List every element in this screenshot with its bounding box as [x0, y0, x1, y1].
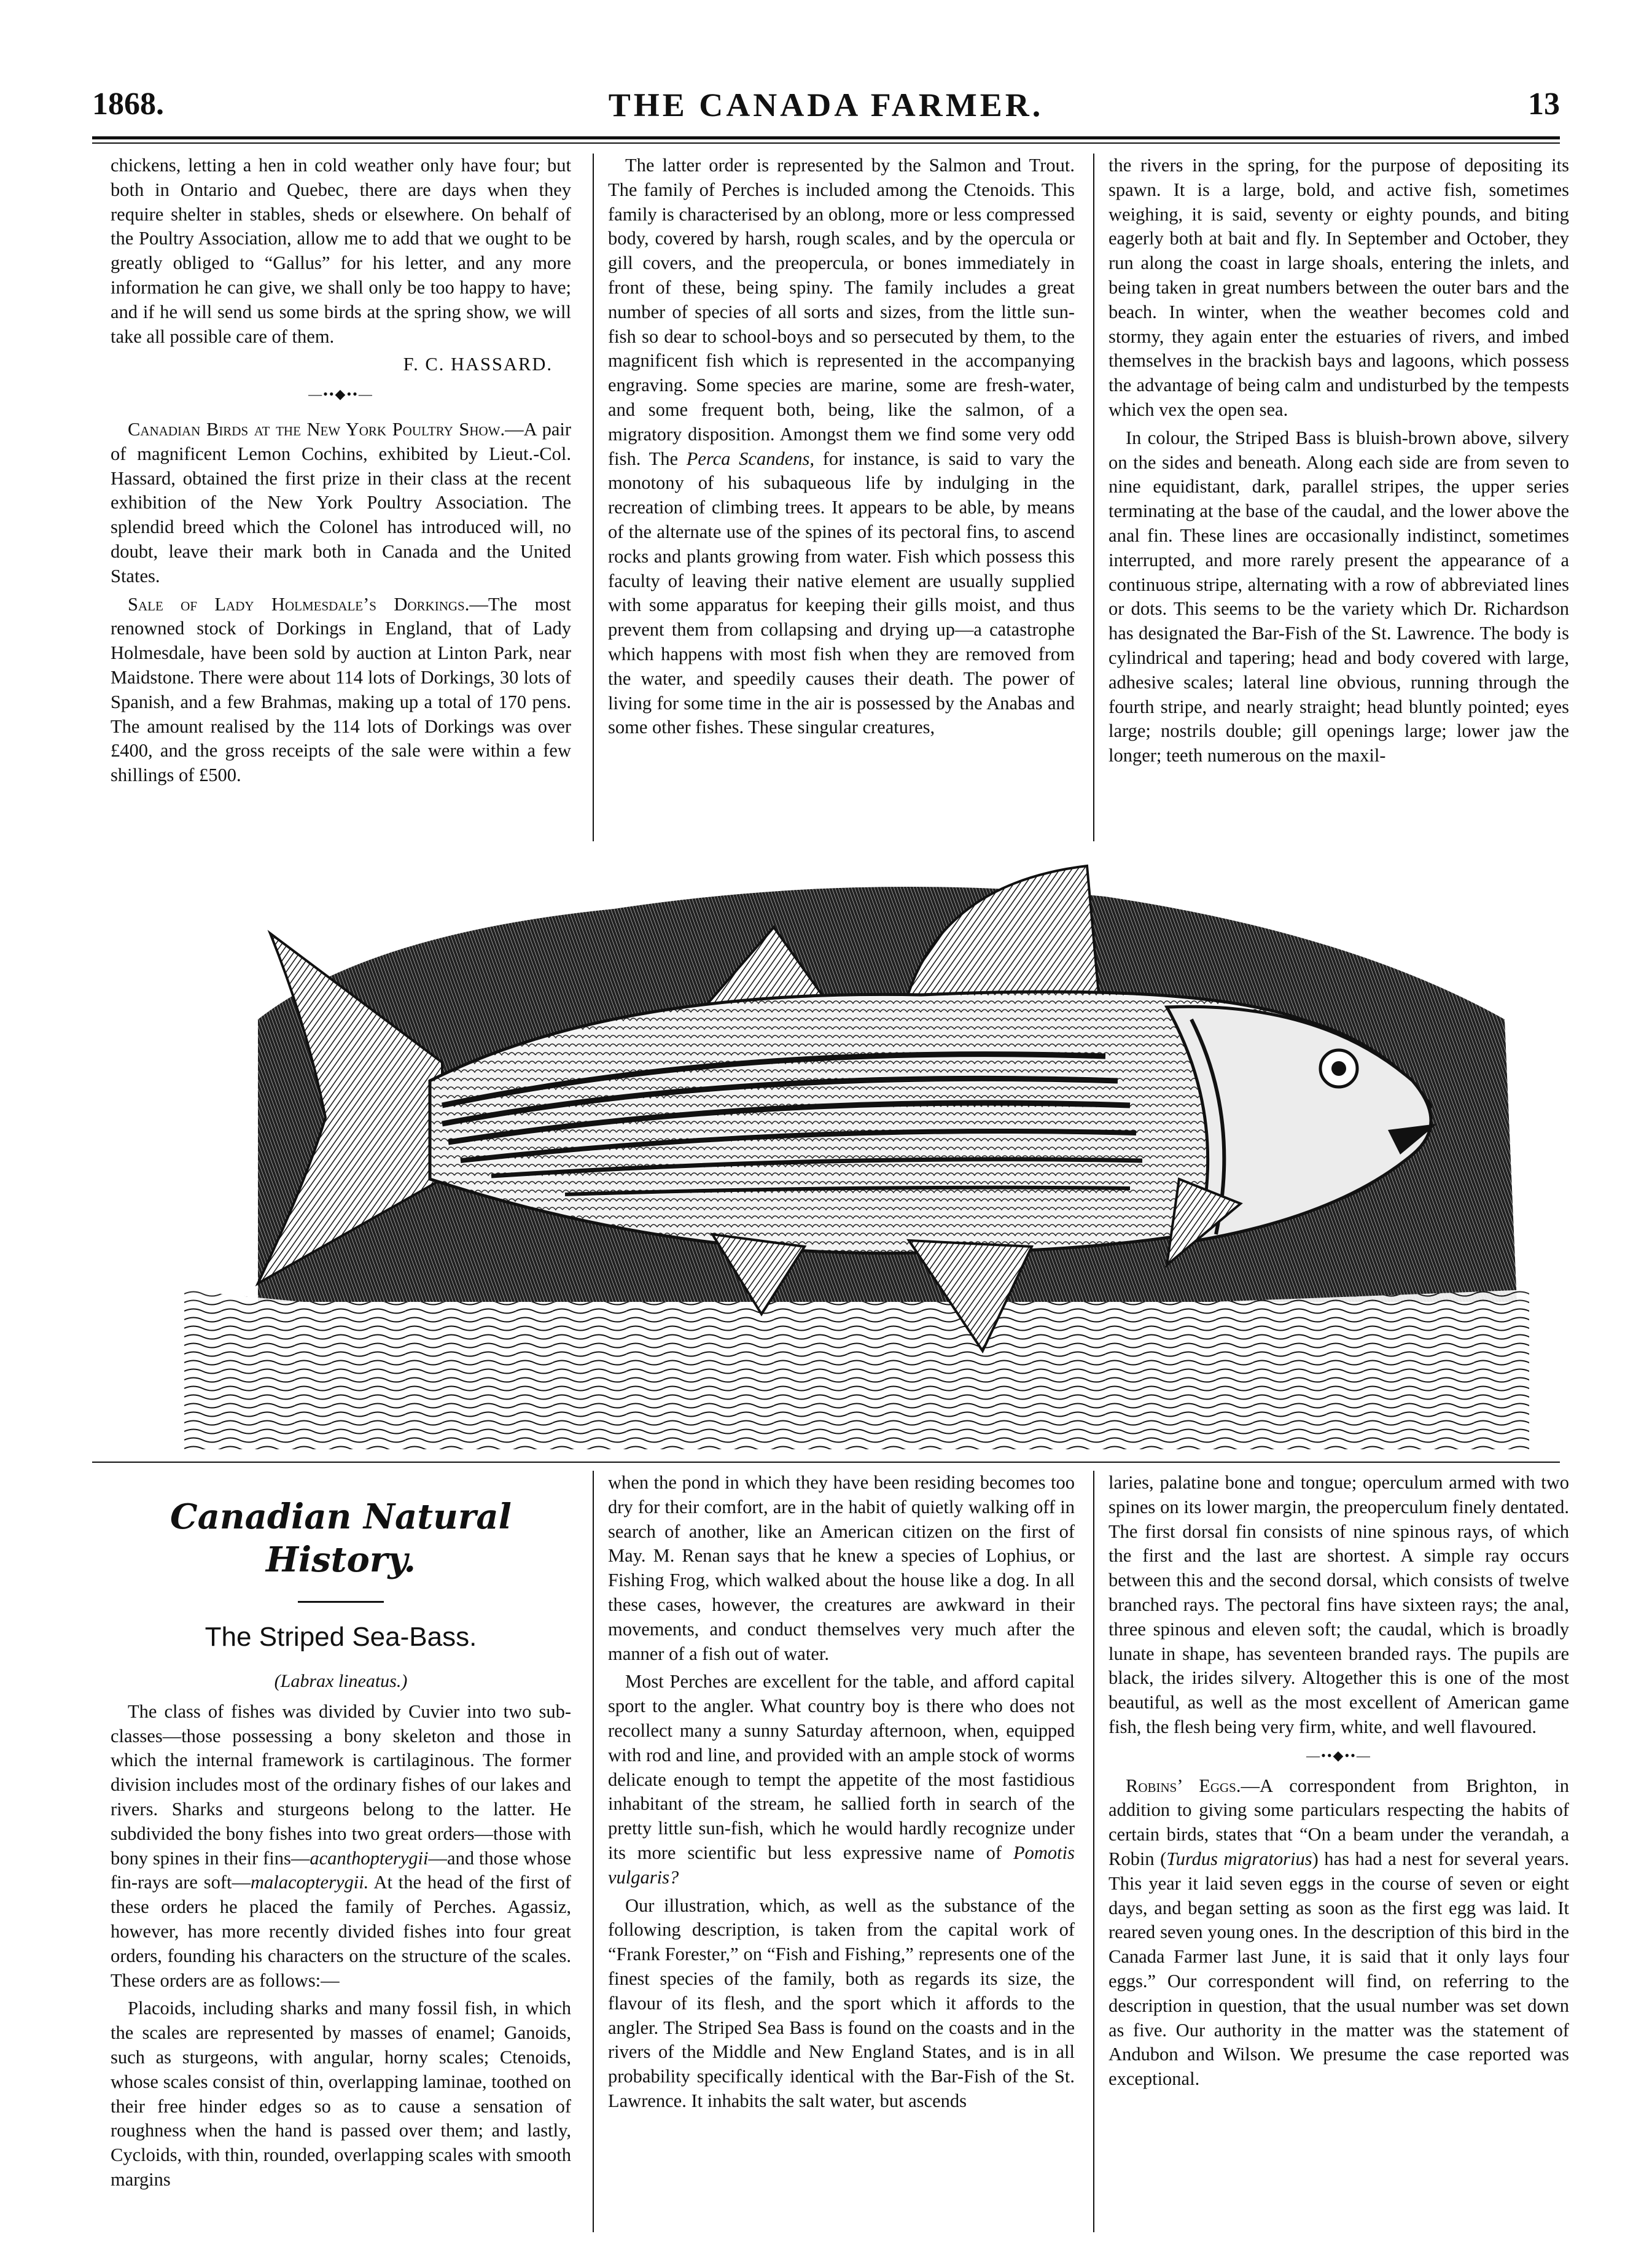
striped-bass-engraving: [184, 860, 1529, 1449]
text-run: ) has had a nest for several years. This year it laid seven eggs in the course of seven or eight days, and began setting as soon as the first egg was laid. It reared seven young ones. In the description of this bird in the Canada Farmer last June, it is said that it only lays four eggs.” Our correspondent will find, on referring to the description in question, that the usual number was set down as five. Our authority in the matter was the statement of Andubon and Wilson. We presume the case reported was exceptional.: [1108, 1848, 1569, 2090]
header-page-number: 13: [1528, 87, 1560, 122]
heading-rule: [298, 1601, 384, 1603]
article-paragraph: [608, 1670, 1075, 1890]
masthead: [92, 86, 1560, 129]
fish-illustration: [184, 860, 1529, 1449]
article-paragraph: [608, 154, 1075, 740]
news-item-body: —A pair of magnificent Lemon Cochins, exhibited by Lieut.-Col. Hassard, obtained the first prize in their class at the recent exhibition of the New York Poultry Association. The splendid breed which the Colonel has introduced will, no doubt, leave their mark both in Canada and the United States.: [111, 418, 572, 586]
article-paragraph: the rivers in the spring, for the purpose of depositing its spawn. It is a large, bold, and active fish, sometimes weighing, it is said, seventy or eighty pounds, and biting eagerly both at bait and fly. In September and October, they run along the coast in large shoals, entering the inlets, and being taken in great numbers between the outer bars and the beach. In winter, when the weather becomes cold and stormy, they again enter the estuaries of rivers, and imbed themselves in the brackish bays and lagoons, which possess the advantage of being calm and undisturbed by the tempests which vex the open sea.: [1108, 155, 1569, 420]
italic-term: malacopterygii.: [251, 1872, 369, 1893]
news-item-heading: Robins’ Eggs.: [1126, 1775, 1241, 1796]
news-item-heading: Sale of Lady Holmesdale’s Dorkings.: [128, 593, 470, 615]
column-rule: [1093, 154, 1094, 841]
article-paragraph: Placoids, including sharks and many fossil fish, in which the scales are represented by masses of enamel; Ganoids, such as sturgeons, with angular, horny scales; Ctenoids, whose scales consist of thin, overlapping laminae, toothed on their free hinder edges so as to cause a sensation of roughness when the hand is passed over them; and lastly, Cycloids, with thin, rounded, overlapping scales with smooth margins: [111, 1998, 571, 2190]
ornament-divider: —••◆••—: [308, 386, 373, 402]
column-1-bottom: [111, 1471, 571, 2196]
column-rule: [593, 1471, 594, 2232]
header-year: 1868.: [92, 87, 164, 122]
text-run: for instance, is said to vary the monotony of his subaqueous life by indulging in the recreation of climbing trees. It appears to be able, by means of the alternate use of the spines of its pectoral fins, to ascend rocks and plants growing from water. Fish which possess this faculty of leaving their native element are usually supplied with some apparatus for keeping their gills moist, and thus prevent them from collapsing and drying up—a catastrophe which happens with most fish when they are removed from the water, and speedily causes their death. The power of living for some time in the air is possessed by the Anabas and some other fishes. These singular creatures,: [608, 448, 1075, 738]
signature: F. C. HASSARD.: [403, 354, 553, 375]
illustration-rule: [92, 1462, 1560, 1463]
italic-term: Perca Scandens,: [686, 448, 814, 469]
column-2-top: [608, 154, 1075, 744]
header-rule: [92, 136, 1560, 139]
latin-name: (Labrax lineatus.): [274, 1671, 408, 1691]
text-run: —and those whose fin-rays are soft—: [111, 1847, 571, 1893]
article-paragraph: In colour, the Striped Bass is bluish-brown above, silvery on the sides and beneath. Along each side are from seven to nine equidistant, dark, parallel stripes, the upper series terminating at the base of the caudal, and the lower above the anal fin. These lines are occasionally indistinct, sometimes interrupted, and more rarely present the appearance of a continuous stripe, alternating with a row of abbreviated lines or dots. This seems to be the variety which Dr. Richardson has designated the Bar-Fish of the St. Lawrence. The body is cylindrical and tapering; head and body covered with large, adhesive scales; lateral line obvious, running through the fourth stripe, and nearly straight; head bluntly pointed; eyes large; nostrils double; gill openings large; lower jaw the longer; teeth numerous on the maxil-: [1108, 427, 1569, 766]
header-title: THE CANADA FARMER.: [608, 87, 1044, 123]
article-paragraph: when the pond in which they have been residing becomes too dry for their comfort, are in the habit of quietly walking off in search of another, like an American citizen on the first of May. M. Renan says that he knew a species of Lophius, or Fishing Frog, which walked about the house like a dog. In all these cases, however, the creatures are awkward in their movements, and conduct themselves very much after the manner of a fish out of water.: [608, 1472, 1075, 1664]
column-rule: [593, 154, 594, 841]
article-paragraph: Our illustration, which, as well as the substance of the following description, is taken from the capital work of “Frank Forester,” on “Fish and Fishing,” represents one of the finest species of the family, both as regards its size, the flavour of its flesh, and the sport which it affords to the angler. The Striped Sea Bass is found on the coasts and in the rivers of the Middle and New England States, and is in all probability specifically identical with the Bar-Fish of the St. Lawrence. It inhabits the salt water, but ascends: [608, 1894, 1075, 2111]
italic-term: Pomotis vulgaris?: [608, 1842, 1075, 1888]
header-rule-thin: [92, 142, 1560, 144]
section-heading: Canadian Natural History.: [170, 1497, 512, 1580]
letter-paragraph: chickens, letting a hen in cold weather only have four; but both in Ontario and Quebec, there are days when they require shelter in stables, sheds or elsewhere. On behalf of the Poultry Association, allow me to add that we ought to be greatly obliged to “Gallus” for his letter, and any more information he can give, we shall only be too happy to have; and if he will send us some birds at the spring show, we will take all possible care of them.: [111, 155, 571, 347]
news-item-heading: Canadian Birds at the New York Poultry Show.: [128, 418, 505, 440]
text-run: Most Perches are excellent for the table, and afford capital sport to the angler. What country boy is there who does not recollect many a sunny Saturday afternoon, when, equipped with rod and line, and provided with an ample stock of worms delicate enough to tempt the appetite of the most fastidious inhabitant of the stream, he sallied forth in search of the pretty little sun-fish, which he would hardly recognize under its more scientific but less expressive name of: [608, 1671, 1075, 1863]
text-run: —A correspondent from Brighton, in addition to giving some particulars respecting the habits of certain birds, states that “On a beam under the verandah, a Robin (: [1108, 1775, 1569, 1869]
column-1-top: [111, 154, 571, 792]
column-3-bottom: [1108, 1471, 1569, 2095]
news-item-poultry-show: [111, 418, 571, 589]
news-item-robins-eggs: [1108, 1774, 1569, 2092]
article-title: The Striped Sea-Bass.: [205, 1622, 477, 1652]
italic-term: acanthopterygii: [310, 1847, 429, 1869]
italic-term: Turdus migratorius: [1166, 1848, 1312, 1869]
column-rule: [1093, 1471, 1094, 2232]
ornament-divider: —••◆••—: [1306, 1747, 1371, 1763]
article-paragraph: [111, 1700, 571, 1993]
text-run: The latter order is represented by the Salmon and Trout. The family of Perches is included among the Ctenoids. This family is characterised by an oblong, more or less compressed body, covered by harsh, rough scales, and by the opercula or gill covers, and the preopercula, or bones immediately in front of these, being spiny. The family includes a great number of species of all sorts and sizes, from the little sun-fish so dear to school-boys and so persecuted by them, to the magnificent fish which is represented in the accompanying engraving. Some species are marine, some are fresh-water, and some frequent both, being, like the salmon, of a migratory disposition. Amongst them we find some very odd fish. The: [608, 155, 1075, 469]
column-3-top: [1108, 154, 1569, 772]
column-2-bottom: [608, 1471, 1075, 2117]
news-item-body: —The most renowned stock of Dorkings in England, that of Lady Holmesdale, have been sold by auction at Linton Park, near Maidstone. There were about 114 lots of Dorkings, 30 lots of Spanish, and a few Brahmas, making up a total of 170 pens. The amount realised by the 114 lots of Dorkings was over £400, and the gross receipts of the sale were within a few shillings of £500.: [111, 593, 571, 786]
text-run: The class of fishes was divided by Cuvier into two sub-classes—those possessing a bony skeleton and those in which the internal framework is cartilaginous. The former division includes most of the ordinary fishes of our lakes and rivers. Sharks and sturgeons belong to the latter. He subdivided the bony fishes into two great orders—those with bony spines in their fins—: [111, 1700, 571, 1869]
text-run: At the head of the first of these orders he placed the family of Perches. Agassiz, however, has more recently divided fishes into four great orders, founding his characters on the structure of the scales. These orders are as follows:—: [111, 1872, 572, 1991]
news-item-dorkings: [111, 593, 571, 788]
article-paragraph: laries, palatine bone and tongue; operculum armed with two spines on its lower margin, the preoperculum finely dentated. The first dorsal fin consists of nine spinous rays, of which the first and the last are shortest. A simple ray occurs between this and the second dorsal, which consists of twelve branched rays. The pectoral fins have sixteen rays; the anal, three spinous and eleven soft; the caudal, which is broadly lunate in shape, has seventeen branded rays. The pupils are black, the irides silvery. Altogether this is one of the most beautiful, as well as the most excellent of American game fish, the flesh being very firm, white, and well flavoured.: [1108, 1472, 1569, 1737]
